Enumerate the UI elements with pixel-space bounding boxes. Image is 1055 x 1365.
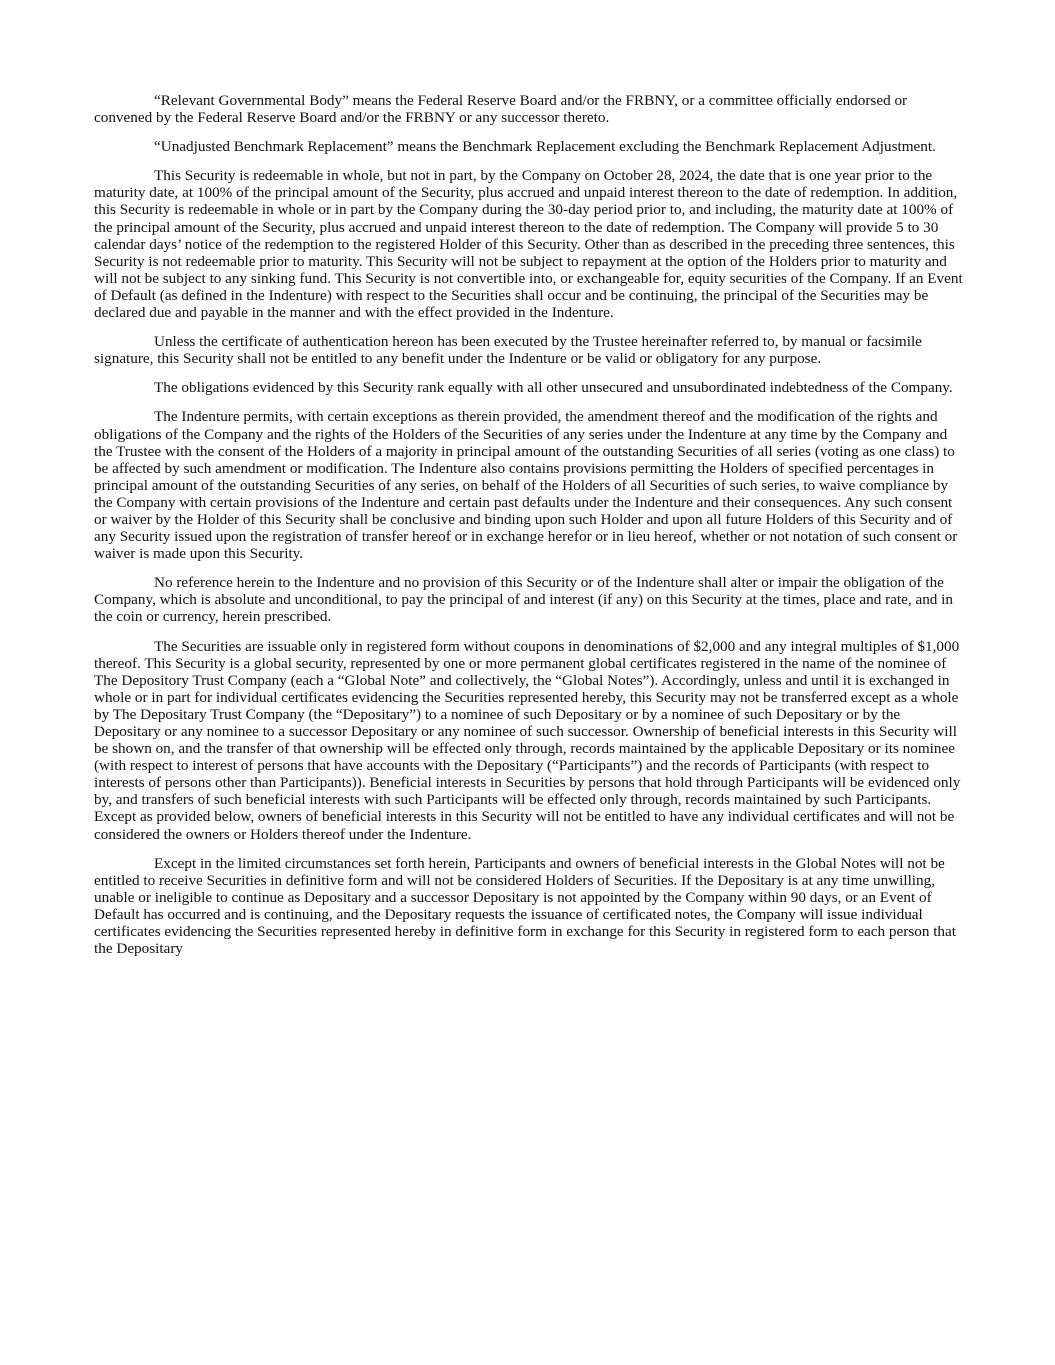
- definitive-form-paragraph: Except in the limited circumstances set forth herein, Participants and owners of beneficial interests in the Global Notes will not be entitled to receive Securities in definitive form and will not be considered Holders of Securities. If the Depositary is at any time unwilling, unable or ineligible to continue as Depositary and a successor Depositary is not appointed by the Company within 90 days, or an Event of Default has occurred and is continuing, and the Depositary requests the issuance of certificated notes, the Company will issue individual certificates evidencing the Securities represented hereby in definitive form in exchange for this Security in registered form to each person that the Depositary: [94, 854, 956, 958]
- definition-relevant-governmental-body: “Relevant Governmental Body” means the Federal Reserve Board and/or the FRBNY, or a committee officially endorsed or convened by the Federal Reserve Board and/or the FRBNY or any successor thereto.: [94, 92, 908, 127]
- authentication-paragraph: Unless the certificate of authentication hereon has been executed by the Trustee hereinafter referred to, by manual or facsimile signature, this Security shall not be entitled to any benefit under the Indenture or be valid or obligatory for any purpose.: [94, 333, 922, 368]
- document-page: [94, 92, 964, 969]
- payment-obligation-paragraph: No reference herein to the Indenture and no provision of this Security or of the Indenture shall alter or impair the obligation of the Company, which is absolute and unconditional, to pay the principal of and interest (if any) on this Security at the times, place and rate, and in the coin or currency, herein prescribed.: [94, 574, 953, 626]
- definition-unadjusted-benchmark-replacement: “Unadjusted Benchmark Replacement” means the Benchmark Replacement excluding the Benchmark Replacement Adjustment.: [154, 138, 936, 156]
- amendment-paragraph: The Indenture permits, with certain exceptions as therein provided, the amendment thereof and the modification of the rights and obligations of the Company and the rights of the Holders of the Securities of any series under the Indenture at any time by the Company and the Trustee with the consent of the Holders of a majority in principal amount of the outstanding Securities of all series (voting as one class) to be affected by such amendment or modification. The Indenture also contains provisions permitting the Holders of specified percentages in principal amount of the outstanding Securities of any series, on behalf of the Holders of all Securities of such series, to waive compliance by the Company with certain provisions of the Indenture and certain past defaults under the Indenture and their consequences. Any such consent or waiver by the Holder of this Security shall be conclusive and binding upon such Holder and upon all future Holders of this Security and of any Security issued upon the registration of transfer hereof or in exchange herefor or in lieu hereof, whether or not notation of such consent or waiver is made upon this Security.: [94, 408, 958, 563]
- global-note-paragraph: The Securities are issuable only in registered form without coupons in denominations of $2,000 and any integral multiples of $1,000 thereof. This Security is a global security, represented by one or more permanent global certificates registered in the name of the nominee of The Depository Trust Company (each a “Global Note” and collectively, the “Global Notes”). Accordingly, unless and until it is exchanged in whole or in part for individual certificates evidencing the Securities represented hereby, this Security may not be transferred except as a whole by The Depositary Trust Company (the “Depositary”) to a nominee of such Depositary or by a nominee of such Depositary or by the Depositary or any nominee to a successor Depositary or any nominee of such successor. Ownership of beneficial interests in this Security will be shown on, and the transfer of that ownership will be effected only through, records maintained by the applicable Depositary or its nominee (with respect to interest of persons that have accounts with the Depositary (“Participants”) and the records of Participants (with respect to interests of persons other than Participants)). Beneficial interests in Securities by persons that hold through Participants will be evidenced only by, and transfers of such beneficial interests with such Participants will be effected only through, records maintained by such Participants. Except as provided below, owners of beneficial interests in this Security will not be entitled to have any individual certificates and will not be considered the owners or Holders thereof under the Indenture.: [94, 637, 961, 843]
- redemption-paragraph: This Security is redeemable in whole, but not in part, by the Company on October 28, 2024, the date that is one year prior to the maturity date, at 100% of the principal amount of the Security, plus accrued and unpaid interest thereon to the date of redemption. In addition, this Security is redeemable in whole or in part by the Company during the 30-day period prior to, and including, the maturity date at 100% of the principal amount of the Security, plus accrued and unpaid interest thereon to the date of redemption. The Company will provide 5 to 30 calendar days’ notice of the redemption to the registered Holder of this Security. Other than as described in the preceding three sentences, this Security is not redeemable prior to maturity. This Security will not be subject to repayment at the option of the Holders prior to maturity and will not be subject to any sinking fund. This Security is not convertible into, or exchangeable for, equity securities of the Company. If an Event of Default (as defined in the Indenture) with respect to the Securities shall occur and be continuing, the principal of the Securities may be declared due and payable in the manner and with the effect provided in the Indenture.: [94, 167, 963, 322]
- ranking-paragraph: The obligations evidenced by this Security rank equally with all other unsecured and unsubordinated indebtedness of the Company.: [154, 379, 953, 397]
